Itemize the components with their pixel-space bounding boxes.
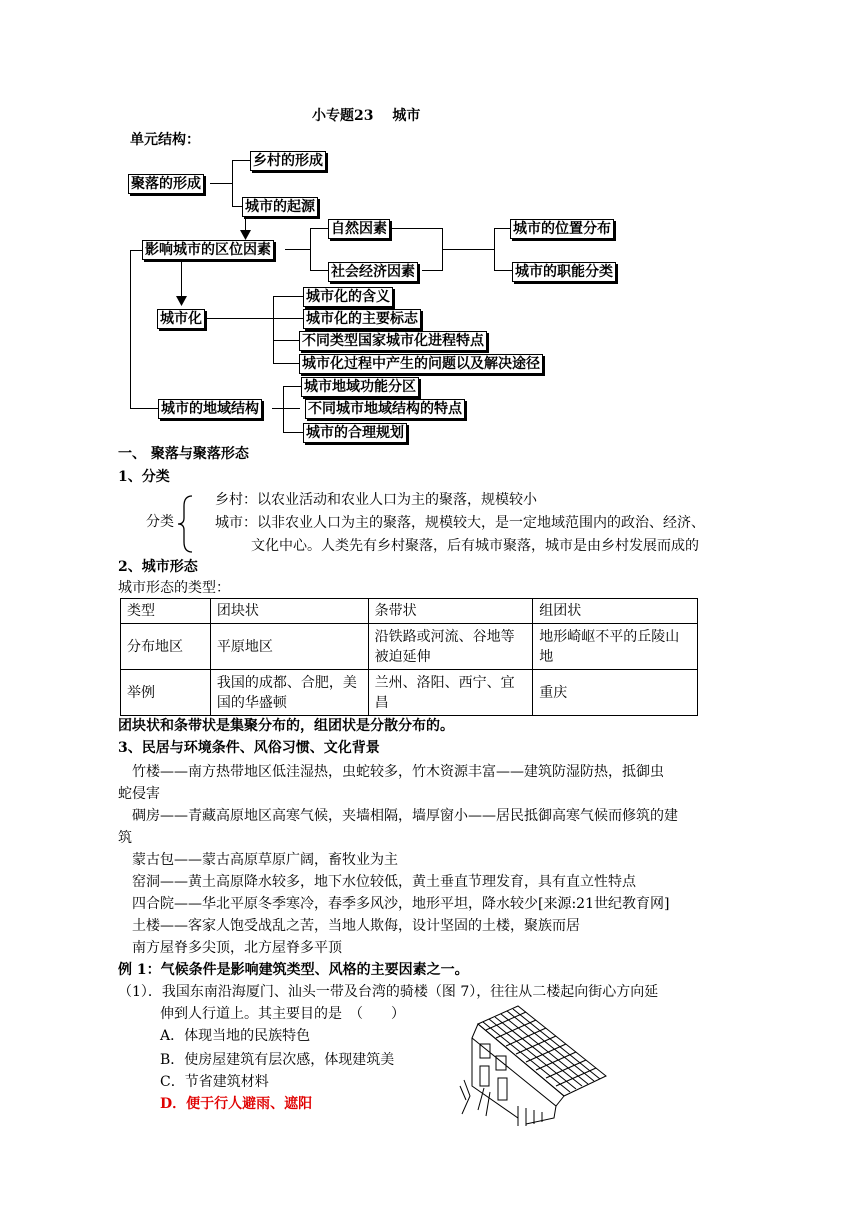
box-urb-meaning: 城市化的含义: [303, 287, 393, 307]
table-cell: 我国的成都、合肥，美国的华盛顿: [210, 670, 368, 716]
example-heading: 例 1：气候条件是影响建筑类型、风格的主要因素之一。: [118, 962, 469, 978]
option-a: A．体现当地的民族特色: [160, 1028, 311, 1044]
box-village-formation: 乡村的形成: [250, 151, 326, 171]
question-line2: 伸到人行道上。其主要目的是 （ ）: [160, 1006, 405, 1022]
table-row: [121, 599, 698, 624]
table-cell: 兰州、洛阳、西宁、宜昌: [368, 670, 533, 716]
box-urb-process: 不同类型国家城市化进程特点: [299, 331, 487, 351]
box-settlement-formation: 聚落的形成: [128, 174, 204, 194]
para-roof: 南方屋脊多尖顶，北方屋脊多平顶: [132, 940, 342, 956]
box-socio-factors: 社会经济因素: [328, 262, 418, 282]
box-location-factors: 影响城市的区位因素: [142, 240, 274, 260]
para-courtyard: 四合院——华北平原冬季寒冷，春季多风沙，地形平坦，降水较少[来源:21世纪教育网]: [132, 896, 670, 912]
para-tulou: 土楼——客家人饱受战乱之苦，当地人欺侮，设计坚固的土楼，聚族而居: [132, 918, 580, 934]
option-d-answer: D．便于行人避雨、遮阳: [160, 1096, 313, 1112]
para-stone: 碉房——青藏高原地区高寒气候，夹墙相隔，墙厚窗小——居民抵御高寒气候而修筑的建: [132, 808, 678, 824]
para-bamboo: 竹楼——南方热带地区低洼湿热，虫蛇较多，竹木资源丰富——建筑防湿防热，抵御虫: [132, 764, 664, 780]
city-form-table: [120, 598, 698, 716]
sub-heading-city-form: 2、城市形态: [118, 559, 198, 575]
city-definition-line2: 文化中心。人类先有乡村聚落，后有城市聚落，城市是由乡村发展而成的: [251, 538, 699, 554]
box-planning: 城市的合理规划: [303, 423, 407, 443]
table-cell: 地形崎岖不平的丘陵山地: [533, 624, 698, 670]
table-cell: 重庆: [533, 670, 698, 716]
table-cell: 举例: [121, 670, 211, 716]
sub-heading-dwellings: 3、民居与环境条件、风俗习惯、文化背景: [118, 740, 380, 756]
para-stone-cont: 筑: [118, 830, 132, 846]
table-row: [121, 624, 698, 670]
city-definition-line1: 城市：以非农业人口为主的聚落，规模较大，是一定地域范围内的政治、经济、: [215, 515, 705, 531]
question-line1: （1）．我国东南沿海厦门、汕头一带及台湾的骑楼（图 7），往往从二楼起向街心方向延: [118, 984, 659, 1000]
summary-text: 团块状和条带状是集聚分布的，组团状是分散分布的。: [118, 718, 454, 734]
box-urb-marks: 城市化的主要标志: [303, 309, 421, 329]
box-city-functions: 城市的职能分类: [512, 262, 616, 282]
box-urbanization: 城市化: [157, 309, 205, 329]
option-c: C．节省建筑材料: [160, 1074, 269, 1090]
option-b: B．使房屋建筑有层次感，体现建筑美: [160, 1052, 395, 1068]
box-urb-problems: 城市化过程中产生的问题以及解决途径: [299, 354, 543, 374]
brace-icon: [176, 494, 196, 554]
arcade-building-figure: [456, 1000, 616, 1130]
table-header-cell: 组团状: [533, 599, 698, 624]
village-definition: 乡村：以农业活动和农业人口为主的聚落，规模较小: [215, 492, 537, 508]
table-row: [121, 670, 698, 716]
box-city-origin: 城市的起源: [242, 197, 318, 217]
box-structure-features: 不同城市地域结构的特点: [305, 399, 465, 419]
section-heading: 一、 聚落与聚落形态: [118, 446, 249, 462]
table-cell: 分布地区: [121, 624, 211, 670]
para-cave: 窑洞——黄土高原降水较多，地下水位较低，黄土垂直节理发育，具有直立性特点: [132, 874, 636, 890]
box-natural-factors: 自然因素: [328, 219, 390, 239]
sub-heading-classification: 1、分类: [118, 469, 170, 485]
table-header-cell: 条带状: [368, 599, 533, 624]
box-city-distribution: 城市的位置分布: [510, 219, 614, 239]
table-cell: 沿铁路或河流、谷地等被迫延伸: [368, 624, 533, 670]
classify-label: 分类: [146, 514, 174, 530]
table-header-cell: 团块状: [210, 599, 368, 624]
page-title: 小专题23 城市: [312, 108, 421, 124]
box-regional-structure: 城市的地域结构: [158, 399, 262, 419]
para-bamboo-cont: 蛇侵害: [118, 786, 160, 802]
table-cell: 平原地区: [210, 624, 368, 670]
para-yurt: 蒙古包——蒙古高原草原广阔，畜牧业为主: [132, 852, 398, 868]
table-header-cell: 类型: [121, 599, 211, 624]
unit-structure-label: 单元结构：: [130, 132, 200, 148]
types-intro: 城市形态的类型：: [118, 580, 230, 596]
box-func-zones: 城市地域功能分区: [301, 377, 419, 397]
